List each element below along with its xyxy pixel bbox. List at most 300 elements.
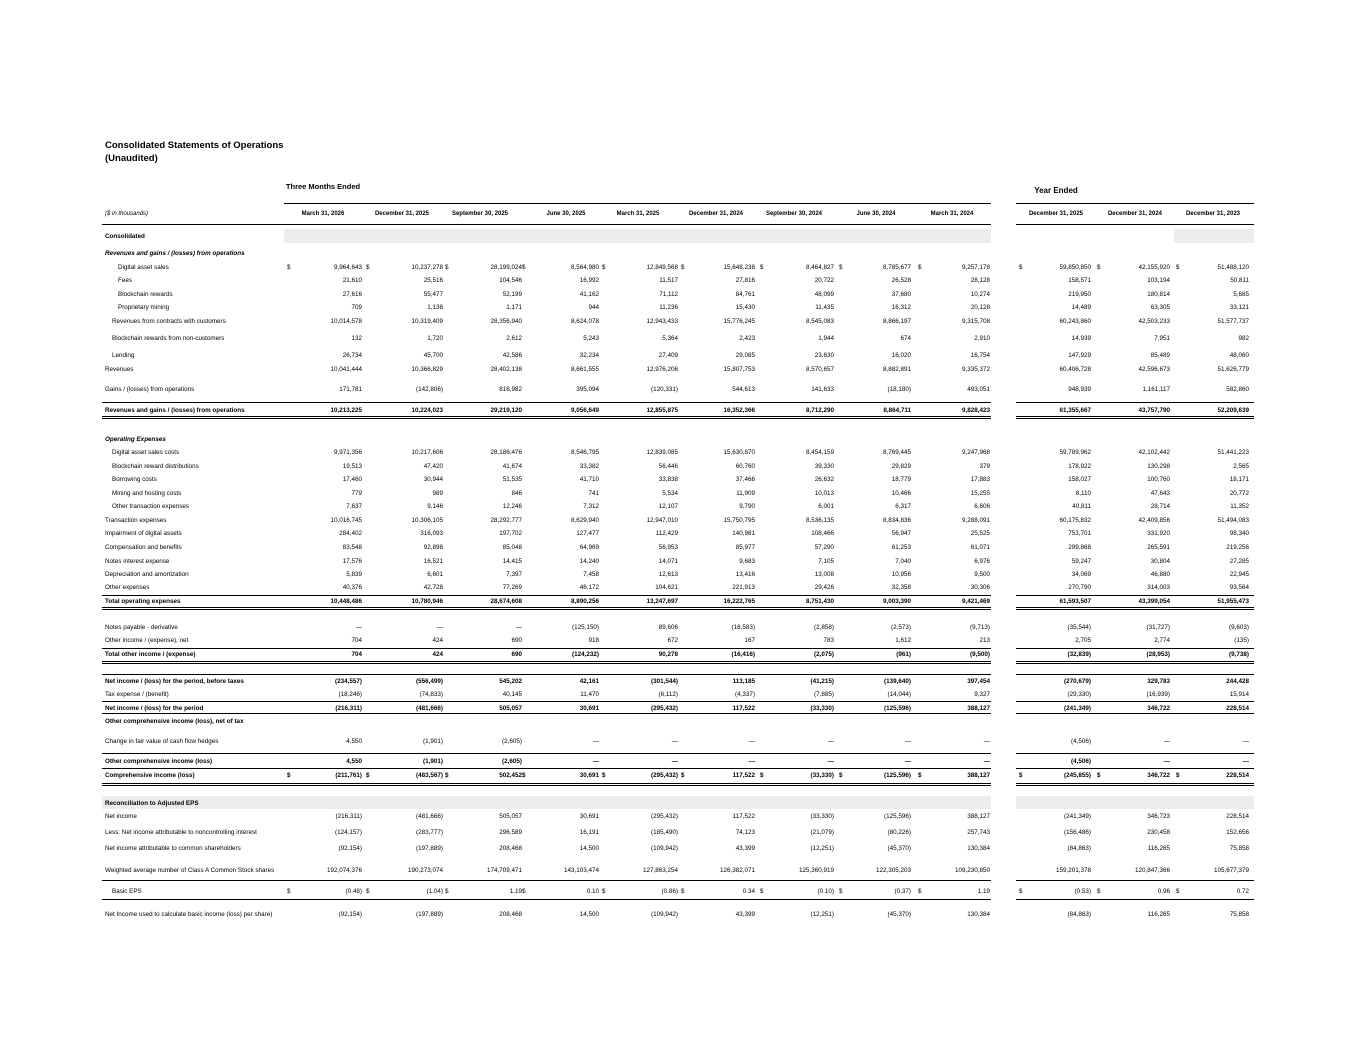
cell-value: 16,521	[423, 558, 443, 565]
cell-value: 12,849,568	[646, 264, 678, 271]
cell-value: 544,613	[732, 386, 755, 393]
cell-value: 388,127	[967, 772, 990, 779]
column-header: December 31, 2024	[688, 211, 744, 217]
cell-value: 120,847,366	[1134, 867, 1170, 874]
row-label: Other income / (expense), net	[105, 637, 189, 644]
row-label: Depreciation and amortization	[105, 571, 189, 578]
cell-value: (45,370)	[887, 911, 911, 918]
other-total-rule	[102, 648, 991, 649]
cell-value: (84,863)	[1067, 845, 1091, 852]
currency-symbol: $	[602, 888, 606, 895]
currency-symbol: $	[1097, 772, 1101, 779]
cell-value: 9,003,390	[882, 598, 911, 605]
cell-value: 948,939	[1068, 386, 1091, 393]
cell-value: 93,564	[1229, 584, 1249, 591]
cell-value: 47,643	[1150, 490, 1170, 497]
cell-value: 147,929	[1068, 352, 1091, 359]
column-header: December 31, 2023	[1185, 211, 1241, 217]
cell-value: (295,432)	[651, 705, 678, 712]
row-label: Net income attributable to common shareholders	[105, 845, 241, 852]
cell-value: 10,213,225	[330, 407, 362, 414]
currency-symbol: $	[445, 264, 449, 271]
cell-value: —	[592, 738, 599, 745]
cell-value: (2,605)	[502, 758, 522, 765]
currency-symbol: $	[681, 264, 685, 271]
row-label: Proprietary mining	[118, 304, 170, 311]
cell-value: (156,486)	[1064, 829, 1091, 836]
cell-value: 346,722	[1147, 705, 1170, 712]
row-label: Digital asset sales costs	[112, 449, 180, 456]
cell-value: 10,274	[970, 291, 990, 298]
cell-value: 22,945	[1229, 571, 1249, 578]
cell-value: 46,172	[579, 584, 599, 591]
cell-value: 9,421,469	[961, 598, 990, 605]
cell-value: 26,734	[342, 352, 362, 359]
cell-value: (4,506)	[1071, 758, 1091, 765]
cell-value: 30,691	[579, 813, 599, 820]
row-label: Net income / (loss) for the period, before taxes	[105, 678, 244, 685]
cell-value: 26,632	[814, 476, 834, 483]
cell-value: 14,415	[502, 558, 522, 565]
cell-value: —	[827, 758, 834, 765]
cell-value: 10,013	[814, 490, 834, 497]
cell-value: (12,251)	[810, 911, 834, 918]
cell-value: (245,855)	[1064, 772, 1091, 779]
cell-value: 45,700	[423, 352, 443, 359]
cell-value: 219,950	[1068, 291, 1091, 298]
cell-value: 20,128	[970, 304, 990, 311]
currency-symbol: $	[1176, 264, 1180, 271]
cell-value: 8,866,197	[882, 318, 911, 325]
cell-value: 8,536,135	[805, 517, 834, 524]
cell-value: 1,720	[427, 335, 443, 342]
cell-value: (301,544)	[651, 678, 678, 685]
cell-value: 8,110	[1075, 490, 1091, 497]
cell-value: 16,992	[579, 277, 599, 284]
cell-value: 41,162	[579, 291, 599, 298]
row-label: Total other income / (expense)	[105, 651, 196, 658]
comprehensive-rule-year	[1016, 768, 1254, 769]
cell-value: (211,761)	[335, 772, 362, 779]
cell-value: 180,814	[1147, 291, 1170, 298]
cell-value: 159,201,378	[1055, 867, 1091, 874]
column-header: September 30, 2024	[765, 211, 823, 217]
cell-value: (481,666)	[416, 813, 443, 820]
cell-value: 109,230,850	[954, 867, 990, 874]
row-label: Operating Expenses	[105, 436, 166, 443]
cell-value: 388,127	[967, 813, 990, 820]
cell-value: 7,637	[346, 503, 362, 510]
basic-eps-rule-top	[102, 880, 991, 881]
cell-value: 11,236	[659, 304, 678, 311]
cell-value: 42,586	[502, 352, 522, 359]
cell-value: 11,909	[736, 490, 755, 497]
cell-value: 346,722	[1147, 772, 1170, 779]
cell-value: 9,335,372	[961, 366, 990, 373]
cell-value: (33,330)	[810, 772, 834, 779]
cell-value: (0.48)	[345, 888, 362, 895]
currency-symbol: $	[287, 888, 291, 895]
cell-value: 244,428	[1226, 678, 1249, 685]
cell-value: 6,317	[895, 503, 911, 510]
cell-value: 34,069	[1071, 571, 1091, 578]
pretax-rule-year	[1016, 674, 1254, 675]
cell-value: 140,981	[732, 530, 755, 537]
cell-value: 424	[432, 637, 443, 644]
cell-value: 61,253	[891, 544, 911, 551]
cell-value: 690	[511, 637, 522, 644]
cell-value: 8,712,290	[805, 407, 834, 414]
currency-symbol: $	[839, 888, 843, 895]
opex-total-rule-year	[1016, 595, 1254, 596]
cell-value: 112,429	[655, 530, 678, 537]
cell-value: 228,514	[1226, 705, 1249, 712]
cell-value: 21,610	[342, 277, 362, 284]
cell-value: 13,247,697	[646, 598, 678, 605]
cell-value: 98,340	[1229, 530, 1249, 537]
revenues-total-rule-year	[1016, 402, 1254, 403]
cell-value: 28,714	[1150, 503, 1170, 510]
cell-value: 16,352,366	[723, 407, 755, 414]
row-label: Digital asset sales	[118, 264, 169, 271]
cell-value: 505,057	[499, 813, 522, 820]
cell-value: 25,525	[970, 530, 990, 537]
basic-eps-rule-top-year	[1016, 880, 1254, 881]
cell-value: (125,596)	[884, 705, 911, 712]
cell-value: 51,577,737	[1217, 318, 1249, 325]
cell-value: —	[983, 738, 990, 745]
cell-value: 16,020	[891, 352, 911, 359]
cell-value: 16,222,765	[723, 598, 755, 605]
cell-value: 56,446	[658, 463, 678, 470]
comprehensive-double-rule-year	[1016, 783, 1254, 786]
cell-value: (16,939)	[1146, 691, 1170, 698]
cell-value: 8,882,891	[882, 366, 911, 373]
cell-value: 42,409,856	[1138, 517, 1170, 524]
cell-value: (4,337)	[735, 691, 755, 698]
currency-symbol: $	[1019, 888, 1023, 895]
row-label: Revenues from contracts with customers	[112, 318, 226, 325]
cell-value: 12,976,206	[646, 366, 678, 373]
cell-value: (92,154)	[338, 911, 362, 918]
cell-value: (1,901)	[423, 738, 443, 745]
row-label: Notes payable - derivative	[105, 624, 178, 631]
cell-value: 29,085	[735, 352, 755, 359]
cell-value: 221,913	[732, 584, 755, 591]
cell-value: 117,522	[732, 705, 755, 712]
other-total-double-rule	[102, 661, 991, 664]
cell-value: 61,355,667	[1059, 407, 1091, 414]
cell-value: 379	[979, 463, 990, 470]
page-title: Consolidated Statements of Operations (Unaudited)	[105, 140, 284, 164]
cell-value: 12,855,875	[646, 407, 678, 414]
cell-value: 316,093	[420, 530, 443, 537]
cell-value: (2,075)	[814, 651, 834, 658]
cell-value: (2,858)	[814, 624, 834, 631]
cell-value: 8,546,795	[570, 449, 599, 456]
cell-value: —	[671, 758, 678, 765]
cell-value: 42,102,442	[1138, 449, 1170, 456]
cell-value: (33,330)	[810, 813, 834, 820]
cell-value: (0.37)	[894, 888, 911, 895]
cell-value: 9,257,178	[961, 264, 990, 271]
cell-value: 40,145	[502, 691, 522, 698]
row-label: Comprehensive income (loss)	[105, 772, 195, 779]
cell-value: 741	[588, 490, 599, 497]
cell-value: 8,464,827	[805, 264, 834, 271]
cell-value: 192,074,376	[326, 867, 362, 874]
cell-value: (283,777)	[416, 829, 443, 836]
revenues-total-double-rule-year	[1016, 416, 1254, 419]
basic-eps-rule-bottom-year	[1016, 899, 1254, 900]
cell-value: 60,243,860	[1059, 318, 1091, 325]
cell-value: 783	[823, 637, 834, 644]
cell-value: 48,060	[1229, 352, 1249, 359]
cell-value: 228,514	[1226, 772, 1249, 779]
cell-value: 27,616	[342, 291, 362, 298]
row-label: Compensation and benefits	[105, 544, 182, 551]
cell-value: 28,292,777	[490, 517, 522, 524]
unit-label: ($ in thousands)	[105, 211, 149, 217]
cell-value: 257,743	[967, 829, 990, 836]
cell-value: 60,406,728	[1059, 366, 1091, 373]
cell-value: 174,709,471	[486, 867, 522, 874]
cell-value: 30,306	[970, 584, 990, 591]
cell-value: 16,191	[579, 829, 599, 836]
cell-value: (109,942)	[651, 845, 678, 852]
cell-value: 37,466	[735, 476, 755, 483]
cell-value: 213	[979, 637, 990, 644]
currency-symbol: $	[839, 772, 843, 779]
currency-symbol: $	[760, 772, 764, 779]
cell-value: 12,947,010	[646, 517, 678, 524]
cell-value: 103,194	[1147, 277, 1170, 284]
cell-value: 8,864,711	[883, 407, 911, 414]
cell-value: 51,535	[502, 476, 522, 483]
oci-heading-rule	[102, 713, 991, 714]
cell-value: (125,150)	[572, 624, 599, 631]
cell-value: 30,944	[423, 476, 443, 483]
cell-value: (74,833)	[419, 691, 443, 698]
cell-value: 30,804	[1150, 558, 1170, 565]
cell-value: 989	[432, 490, 443, 497]
cell-value: 12,246	[502, 503, 522, 510]
cell-value: 90,278	[658, 651, 678, 658]
header-rule-year	[1016, 203, 1254, 204]
cell-value: (2,573)	[891, 624, 911, 631]
cell-value: (556,499)	[416, 678, 443, 685]
net-income-rule	[102, 701, 991, 702]
column-header: December 31, 2025	[374, 211, 430, 217]
cell-value: 92,898	[423, 544, 443, 551]
cell-value: 125,360,919	[798, 867, 834, 874]
cell-value: 8,890,256	[570, 598, 599, 605]
cell-value: 219,256	[1226, 544, 1249, 551]
row-label: Revenues and gains / (losses) from operations	[105, 250, 245, 257]
oci-heading-rule-year	[1016, 713, 1254, 714]
cell-value: 84,761	[735, 291, 755, 298]
cell-value: 10,466	[891, 490, 911, 497]
row-label: Revenues and gains / (losses) from operations	[105, 407, 245, 414]
oci-rule-year	[1016, 753, 1254, 754]
cell-value: 0.96	[1157, 888, 1170, 895]
net-income-rule-year	[1016, 701, 1254, 702]
cell-value: 104,621	[655, 584, 678, 591]
cell-value: 132	[351, 335, 362, 342]
currency-symbol: $	[839, 264, 843, 271]
cell-value: 130,298	[1147, 463, 1170, 470]
cell-value: 29,219,120	[490, 407, 522, 414]
cell-value: 9,146	[427, 503, 443, 510]
cell-value: 13,416	[735, 571, 755, 578]
cell-value: 20,772	[1229, 490, 1249, 497]
cell-value: —	[1242, 738, 1249, 745]
cell-value: 228,514	[1226, 813, 1249, 820]
cell-value: 4,550	[346, 738, 362, 745]
cell-value: 7,951	[1154, 335, 1170, 342]
row-label: Reconciliation to Adjusted EPS	[105, 800, 199, 807]
cell-value: 5,685	[1233, 291, 1249, 298]
cell-value: (9,713)	[970, 624, 990, 631]
cell-value: (35,544)	[1067, 624, 1091, 631]
column-header: March 31, 2025	[616, 211, 660, 217]
cell-value: 167	[744, 637, 755, 644]
cell-value: 2,423	[739, 335, 755, 342]
cell-value: 8,751,430	[805, 598, 834, 605]
cell-value: 55,477	[423, 291, 443, 298]
cell-value: 10,956	[891, 571, 911, 578]
cell-value: 59,247	[1071, 558, 1091, 565]
cell-value: —	[748, 758, 755, 765]
cell-value: 27,409	[658, 352, 678, 359]
cell-value: 424	[432, 651, 443, 658]
cell-value: (45,370)	[887, 845, 911, 852]
cell-value: 43,399,054	[1138, 598, 1170, 605]
cell-value: (0.10)	[817, 888, 834, 895]
cell-value: 9,828,423	[961, 407, 990, 414]
cell-value: 14,071	[658, 558, 678, 565]
cell-value: 505,057	[499, 705, 522, 712]
cell-value: 208,468	[499, 911, 522, 918]
cell-value: 582,860	[1226, 386, 1249, 393]
currency-symbol: $	[366, 888, 370, 895]
cell-value: 52,209,639	[1217, 407, 1249, 414]
cell-value: 130,384	[967, 911, 990, 918]
currency-symbol: $	[918, 772, 922, 779]
cell-value: 33,838	[658, 476, 678, 483]
cell-value: 270,790	[1068, 584, 1091, 591]
cell-value: 117,522	[732, 813, 755, 820]
cell-value: 108,466	[811, 530, 834, 537]
cell-value: 12,943,433	[646, 318, 678, 325]
cell-value: 753,701	[1068, 530, 1091, 537]
cell-value: 14,240	[579, 558, 599, 565]
cell-value: (14,044)	[887, 691, 911, 698]
cell-value: 104,546	[499, 277, 522, 284]
currency-symbol: $	[287, 264, 291, 271]
cell-value: 32,358	[891, 584, 911, 591]
cell-value: —	[827, 738, 834, 745]
cell-value: 1.19	[977, 888, 990, 895]
oci-rule	[102, 753, 991, 754]
cell-value: 51,494,083	[1217, 517, 1249, 524]
cell-value: 296,589	[499, 829, 522, 836]
cell-value: 57,290	[814, 544, 834, 551]
cell-value: 26,528	[891, 277, 911, 284]
consolidated-band	[284, 229, 991, 243]
cell-value: 117,522	[732, 772, 755, 779]
cell-value: 397,454	[967, 678, 990, 685]
cell-value: (28,953)	[1146, 651, 1170, 658]
cell-value: 12,613	[658, 571, 678, 578]
cell-value: 39,330	[814, 463, 834, 470]
row-label: Weighted average number of Class A Common Stock shares	[105, 867, 275, 874]
cell-value: 83,548	[342, 544, 362, 551]
cell-value: 77,269	[502, 584, 522, 591]
cell-value: 9,288,091	[961, 517, 990, 524]
cell-value: 10,224,023	[411, 407, 443, 414]
cell-value: (185,490)	[651, 829, 678, 836]
cell-value: 4,550	[346, 758, 362, 765]
cell-value: 493,051	[967, 386, 990, 393]
currency-symbol: $	[918, 264, 922, 271]
cell-value: (234,557)	[335, 678, 362, 685]
cell-value: 30,691	[579, 772, 599, 779]
cell-value: 20,722	[814, 277, 834, 284]
cell-value: 918	[588, 637, 599, 644]
cell-value: (1.04)	[426, 888, 443, 895]
cell-value: 6,001	[818, 503, 834, 510]
cell-value: 42,503,233	[1138, 318, 1170, 325]
cell-value: 42,596,673	[1138, 366, 1170, 373]
cell-value: 5,839	[346, 571, 362, 578]
cell-value: 127,477	[576, 530, 599, 537]
cell-value: 8,629,940	[570, 517, 599, 524]
cell-value: (18,180)	[887, 386, 911, 393]
cell-value: 50,811	[1230, 277, 1249, 284]
cell-value: 10,306,105	[411, 517, 443, 524]
row-label: Net income / (loss) for the period	[105, 705, 204, 712]
column-header-rule-year	[1016, 224, 1254, 225]
cell-value: 152,656	[1226, 829, 1249, 836]
cell-value: 10,448,486	[330, 598, 362, 605]
three-months-ended-header: Three Months Ended	[285, 182, 361, 191]
cell-value: 16,312	[891, 304, 911, 311]
row-label: Mining and hosting costs	[112, 490, 182, 497]
cell-value: 284,402	[339, 530, 362, 537]
cell-value: 43,399	[735, 845, 755, 852]
cell-value: 100,760	[1147, 476, 1170, 483]
row-label: Other expenses	[105, 584, 150, 591]
cell-value: 33,382	[579, 463, 599, 470]
cell-value: 190,273,074	[407, 867, 443, 874]
cell-value: (92,154)	[338, 845, 362, 852]
cell-value: 9,056,649	[570, 407, 599, 414]
cell-value: 11,517	[659, 277, 678, 284]
cell-value: 43,757,790	[1138, 407, 1170, 414]
cell-value: (109,942)	[651, 911, 678, 918]
cell-value: (241,349)	[1064, 813, 1091, 820]
cell-value: 11,352	[1230, 503, 1249, 510]
row-label: Lending	[112, 352, 135, 359]
cell-value: (2,605)	[502, 738, 522, 745]
row-label: Less: Net income attributable to noncontrolling interest	[105, 829, 257, 836]
cell-value: (9,500)	[970, 651, 990, 658]
column-header-rule	[102, 224, 991, 225]
revenues-total-double-rule	[102, 416, 991, 419]
cell-value: 10,014,578	[330, 318, 362, 325]
cell-value: 40,811	[1072, 503, 1091, 510]
